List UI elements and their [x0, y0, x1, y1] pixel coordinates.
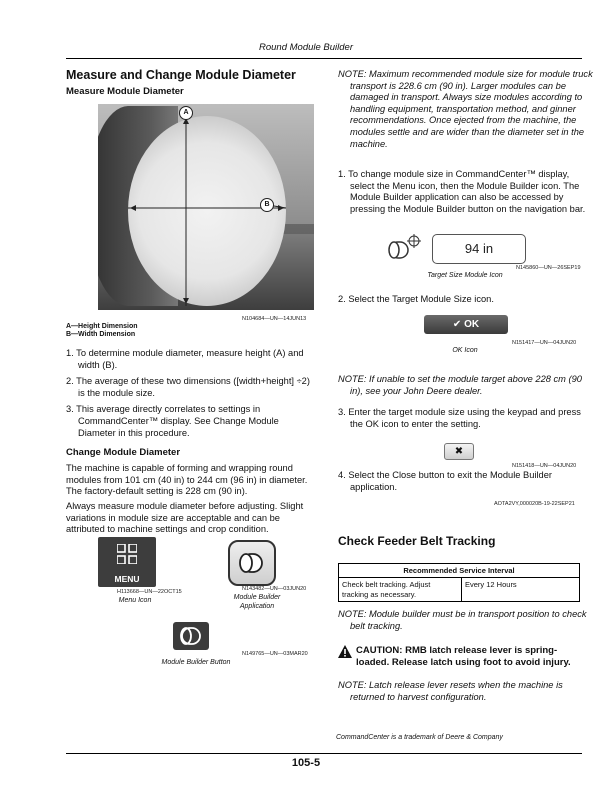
caution-statement: CAUTION: RMB latch release lever is spring-loaded. Release latch using foot to avoid injury.: [356, 645, 571, 668]
menu-icon-figure-id: H113668—UN—22OCT15: [117, 589, 182, 595]
ok-button-label: OK: [464, 319, 480, 330]
menu-icon-caption: Menu Icon: [118, 597, 152, 604]
callout-b: B: [260, 198, 274, 212]
module-builder-button-caption: Module Builder Button: [161, 659, 231, 666]
note-dealer: NOTE: If unable to set the module target above 228 cm (90 in), see your John Deere dealer.: [338, 374, 582, 396]
measure-steps: [66, 348, 316, 439]
grid-icon: [117, 544, 137, 564]
section-reference: AOTA2VY,000020B-19-22SEP21: [494, 501, 575, 507]
measure-step-3: 3. This average directly correlates to settings in CommandCenter™ display. See Change Module Diameter in this procedure.: [66, 404, 279, 438]
legend: [66, 323, 316, 339]
section-title-measure-change: Measure and Change Module Diameter: [66, 68, 296, 82]
change-paragraph-2: Always measure module diameter before adjusting. Slight variations in module size are acceptable and can be attributed to machine settings and crop condition.: [66, 501, 304, 535]
subsection-title-change: Change Module Diameter: [66, 447, 181, 458]
bale-icon: [238, 551, 266, 575]
legend-a: A—Height Dimension: [66, 323, 138, 330]
module-builder-app-figure-id: N143482—UN—03JUN20: [242, 586, 307, 592]
service-interval-header: Recommended Service Interval: [339, 564, 580, 578]
warning-icon: [338, 645, 352, 658]
target-caption: Target Size Module Icon: [427, 272, 503, 279]
close-figure-id: N151418—UN—04JUN20: [512, 463, 577, 469]
close-button[interactable]: [444, 443, 474, 460]
note-max-module-size: NOTE: Maximum recommended module size for module truck transport is 228.6 cm (90 in). Larger modules can be damaged in transport. Always size modules according to handling equipment, transportation method, and ginner recommendations. Once ejected from the machine, the modules settle and are wider than the diameter set in the machine.: [338, 69, 593, 149]
page-header: Round Module Builder: [258, 42, 353, 53]
photo-figure-id: N104684—UN—14JUN13: [242, 316, 307, 322]
callout-a: A: [179, 106, 193, 120]
change-step-1: 1. To change module size in CommandCenter™ display, select the Menu icon, then the Module Builder icon. The Module Builder application can also be accessed by pressing the Module Builder button on the navigation bar.: [338, 169, 586, 214]
check-icon: ✔: [452, 319, 462, 330]
menu-icon: [98, 537, 156, 587]
note-latch-reset: NOTE: Latch release lever resets when the machine is returned to harvest configuration.: [338, 680, 563, 702]
module-builder-app-icon: [228, 540, 276, 586]
close-icon: ✖: [454, 446, 464, 457]
dimension-arrows: [98, 104, 314, 310]
ok-figure-id: N151417—UN—04JUN20: [512, 340, 577, 346]
ok-caption: OK Icon: [452, 347, 478, 354]
header-rule: [66, 58, 582, 59]
change-paragraph-1: The machine is capable of forming and wrapping round modules from 101 cm (40 in) to 244 cm (96 in) in diameter. The factory-default setting is 228 cm (90 in).: [66, 463, 308, 497]
module-photo: [98, 104, 314, 310]
footer-rule: [66, 753, 582, 754]
module-builder-button-figure-id: N149765—UN—03MAR20: [242, 651, 308, 657]
measure-step-2: 2. The average of these two dimensions ([width+height] ÷2) is the module size.: [66, 376, 310, 398]
target-module-icon: [388, 234, 422, 262]
legend-b: B—Width Dimension: [66, 331, 136, 338]
change-step-4: 4. Select the Close button to exit the Module Builder application.: [338, 470, 552, 492]
target-figure-id: N145860—UN—26SEP19: [516, 265, 581, 271]
section-title-feeder-belt: Check Feeder Belt Tracking: [338, 534, 496, 548]
module-builder-app-caption: Module Builder Application: [233, 594, 281, 610]
note-transport-position: NOTE: Module builder must be in transport position to check belt tracking.: [338, 609, 587, 631]
trademark-note: CommandCenter is a trademark of Deere & Company: [336, 734, 503, 741]
change-step-3: 3. Enter the target module size using the keypad and press the OK icon to enter the setting.: [338, 407, 581, 429]
service-interval-table: [338, 563, 580, 602]
change-step-2: 2. Select the Target Module Size icon.: [338, 294, 494, 304]
ok-button[interactable]: [424, 315, 508, 334]
service-task: Check belt tracking. Adjust tracking as necessary.: [339, 578, 462, 602]
target-module-size-field[interactable]: 94 in: [432, 234, 526, 264]
module-builder-button: [173, 622, 209, 650]
subsection-title-measure: Measure Module Diameter: [66, 86, 184, 97]
menu-icon-label: MENU: [114, 574, 140, 584]
measure-step-1: 1. To determine module diameter, measure height (A) and width (B).: [66, 348, 304, 370]
page-number: 105-5: [291, 757, 321, 769]
service-interval: Every 12 Hours: [462, 578, 580, 602]
bale-button-icon: [179, 626, 203, 646]
